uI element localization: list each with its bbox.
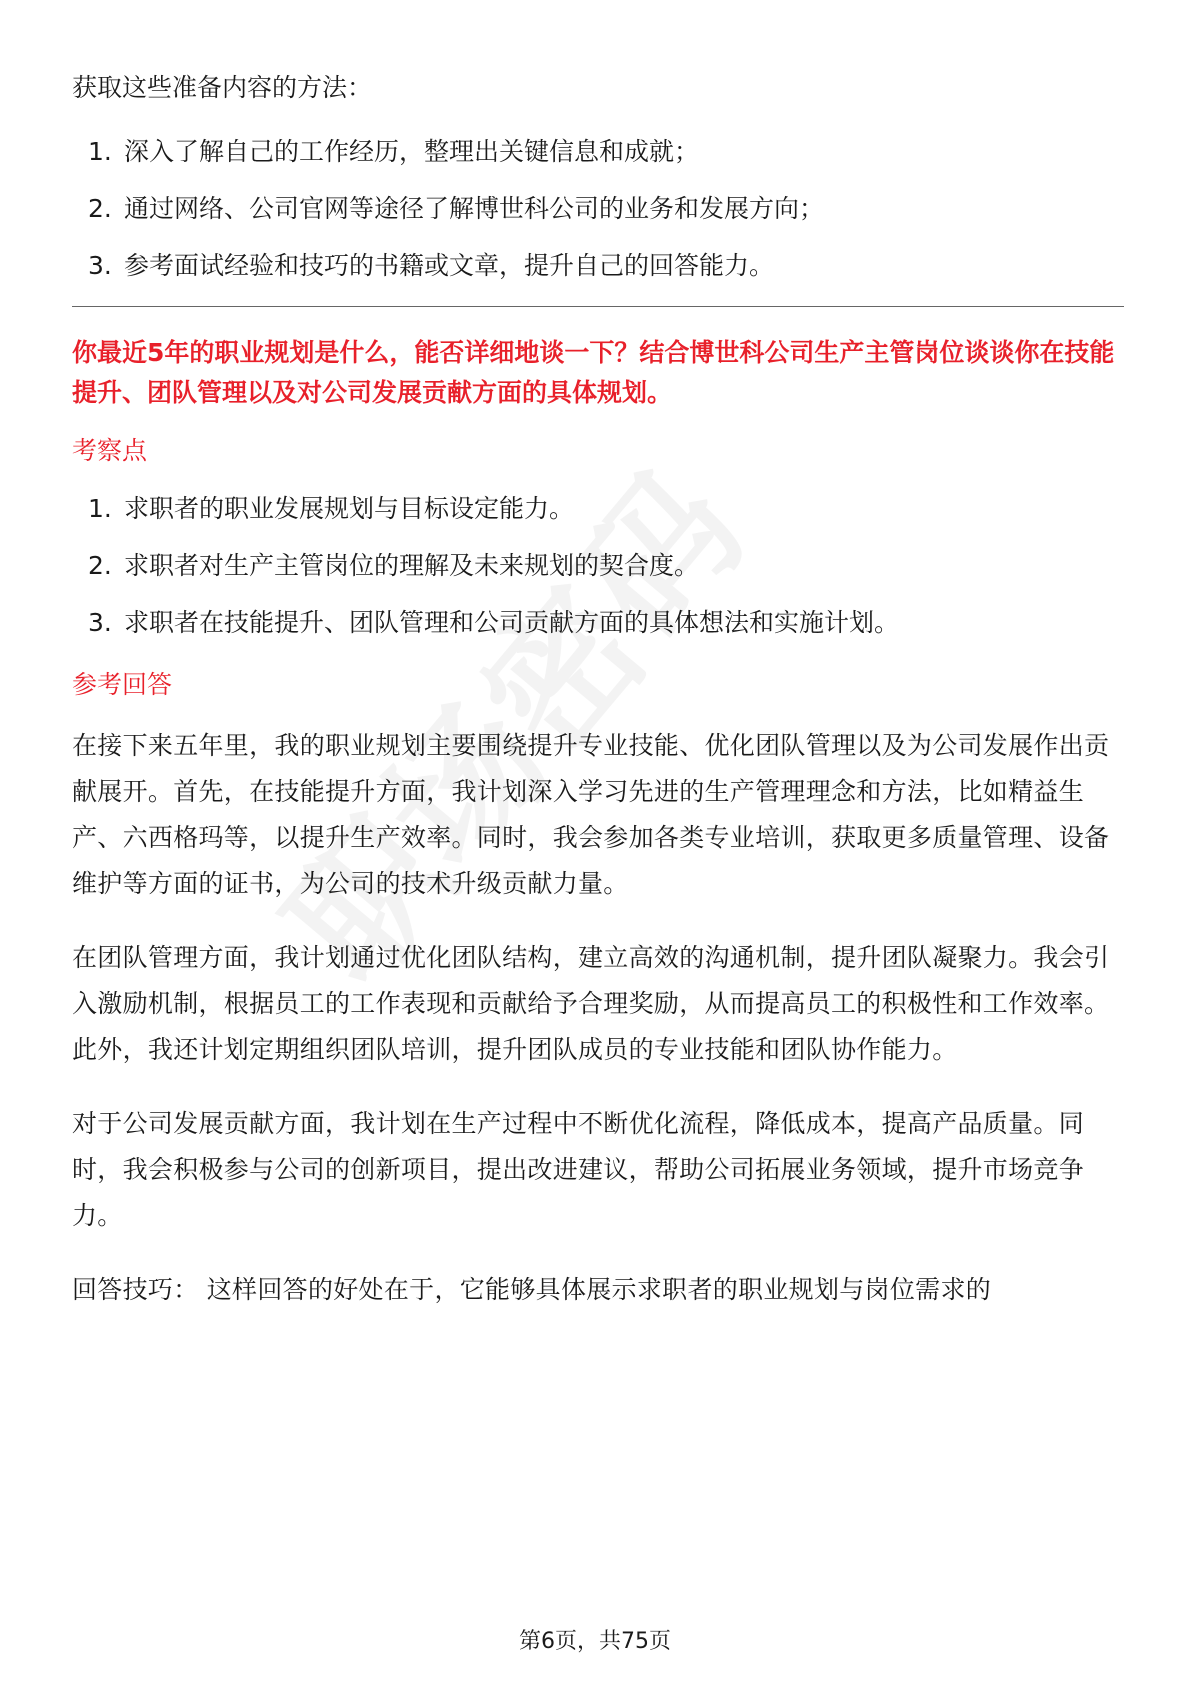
answer-paragraph: 在团队管理方面，我计划通过优化团队结构，建立高效的沟通机制，提升团队凝聚力。我会引入激励机制，根据员工的工作表现和贡献给予合理奖励，从而提高员工的积极性和工作效率。此外，我还计划定期组织团队培训，提升团队成员的专业技能和团队协作能力。 — [72, 943, 1110, 1064]
focus-title: 考察点 — [72, 436, 148, 465]
page-number: 第6页，共75页 — [519, 1629, 671, 1654]
answer-paragraph: 对于公司发展贡献方面，我计划在生产过程中不断优化流程，降低成本，提高产品质量。同时，我会积极参与公司的创新项目，提出改进建议，帮助公司拓展业务领域，提升市场竞争力。 — [72, 1109, 1085, 1230]
answer-title: 参考回答 — [72, 670, 173, 699]
list-item: 3. 参考面试经验和技巧的书籍或文章，提升自己的回答能力。 — [88, 251, 775, 280]
list-item: 1. 深入了解自己的工作经历，整理出关键信息和成就； — [88, 137, 700, 166]
list-item: 3. 求职者在技能提升、团队管理和公司贡献方面的具体想法和实施计划。 — [88, 608, 900, 637]
methods-list — [88, 132, 1124, 286]
list-item: 2. 求职者对生产主管岗位的理解及未来规划的契合度。 — [88, 551, 700, 580]
focus-list — [88, 489, 1124, 643]
list-item: 2. 通过网络、公司官网等途径了解博世科公司的业务和发展方向； — [88, 194, 825, 223]
document-page — [72, 56, 1124, 1341]
question-heading: 你最近5年的职业规划是什么，能否详细地谈一下？结合博世科公司生产主管岗位谈谈你在技能提升、团队管理以及对公司发展贡献方面的具体规划。 — [72, 338, 1115, 407]
answer-tip: 回答技巧： 这样回答的好处在于，它能够具体展示求职者的职业规划与岗位需求的 — [72, 1275, 992, 1304]
intro-text: 获取这些准备内容的方法： — [72, 73, 373, 102]
divider — [72, 306, 1124, 307]
answer-paragraph: 在接下来五年里，我的职业规划主要围绕提升专业技能、优化团队管理以及为公司发展作出贡献展开。首先，在技能提升方面，我计划深入学习先进的生产管理理念和方法，比如精益生产、六西格玛等，以提升生产效率。同时，我会参加各类专业培训，获取更多质量管理、设备维护等方面的证书，为公司的技术升级贡献力量。 — [72, 731, 1110, 898]
list-item: 1. 求职者的职业发展规划与目标设定能力。 — [88, 494, 575, 523]
